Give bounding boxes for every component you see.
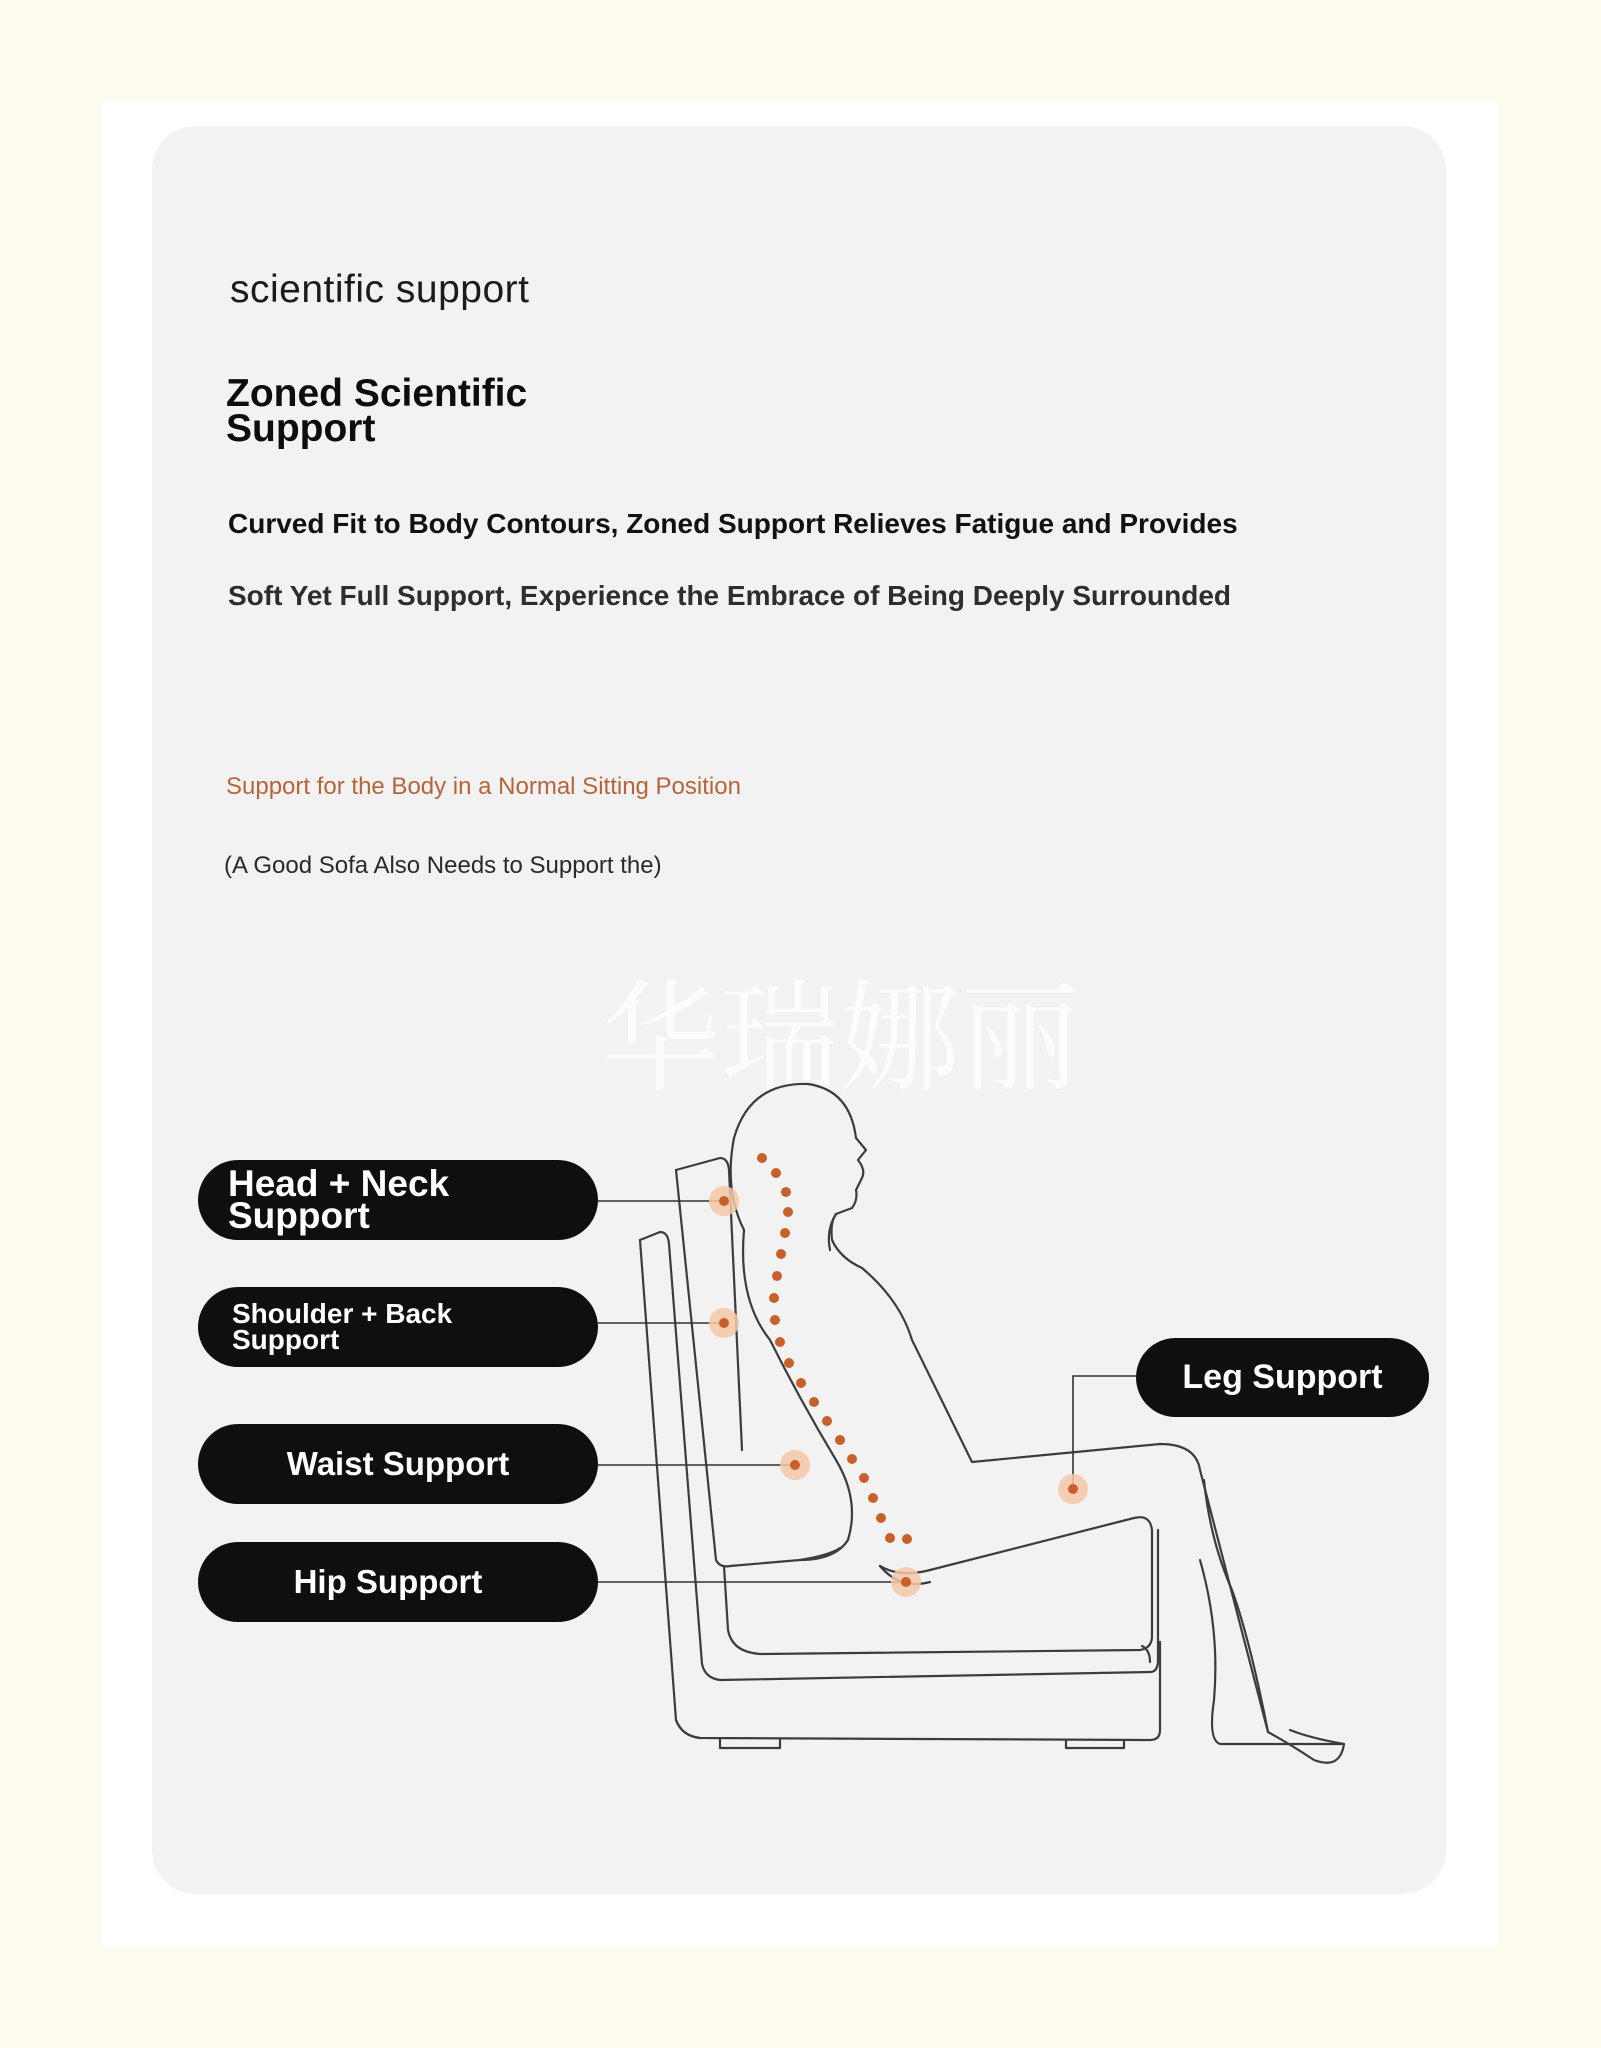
spine-dot — [885, 1533, 895, 1543]
spine-dot — [835, 1435, 845, 1445]
description-line-2: Soft Yet Full Support, Experience the Embrace of Being Deeply Surrounded — [228, 580, 1231, 611]
description-line-1: Curved Fit to Body Contours, Zoned Support Relieves Fatigue and Provides — [228, 508, 1238, 539]
leg-support-text: Leg Support — [1182, 1358, 1383, 1396]
spine-dot — [781, 1187, 791, 1197]
sitting-position-heading: Support for the Body in a Normal Sitting Position — [226, 773, 741, 800]
spine-dot — [769, 1293, 779, 1303]
sofa-outline — [640, 1158, 1160, 1748]
spine-dot — [796, 1378, 806, 1388]
shoulder-back-support-label — [198, 1287, 598, 1367]
sitting-position-note: (A Good Sofa Also Needs to Support the) — [224, 852, 662, 879]
spine-dot — [780, 1228, 790, 1238]
leg-support-label — [1136, 1338, 1429, 1417]
page-title: Zoned Scientific Support — [226, 372, 528, 450]
leader-leg — [1073, 1376, 1136, 1489]
spine-dot — [902, 1534, 912, 1544]
spine-dot — [876, 1513, 886, 1523]
support-markers — [709, 1186, 1088, 1597]
shoulder-back-support-text: Shoulder + Back Support — [232, 1298, 453, 1355]
leg-marker — [1058, 1474, 1088, 1504]
spine-dot — [847, 1454, 857, 1464]
head-neck-support-label — [198, 1160, 598, 1240]
spine-dot — [783, 1207, 793, 1217]
hip-marker — [891, 1567, 921, 1597]
spine-dot — [772, 1271, 782, 1281]
watermark-text: 华瑞娜丽 — [600, 970, 1080, 1109]
spine-dot — [776, 1249, 786, 1259]
spine-dot — [868, 1493, 878, 1503]
waist-marker — [780, 1450, 810, 1480]
hip-support-label — [198, 1542, 598, 1622]
spine-dot — [770, 1315, 780, 1325]
shoulder-marker — [709, 1308, 739, 1338]
spine-dot — [757, 1153, 767, 1163]
leader-lines — [598, 1201, 1136, 1582]
waist-support-label — [198, 1424, 598, 1504]
spine-dots — [757, 1153, 912, 1544]
spine-dot — [775, 1337, 785, 1347]
spine-dot — [859, 1473, 869, 1483]
spine-dot — [809, 1397, 819, 1407]
eyebrow-text: scientific support — [230, 268, 530, 311]
spine-dot — [771, 1168, 781, 1178]
head-marker — [709, 1186, 739, 1216]
hip-support-text: Hip Support — [293, 1563, 483, 1600]
head-neck-support-text: Head + Neck Support — [228, 1163, 450, 1236]
spine-dot — [784, 1358, 794, 1368]
spine-dot — [822, 1416, 832, 1426]
waist-support-text: Waist Support — [286, 1445, 510, 1482]
